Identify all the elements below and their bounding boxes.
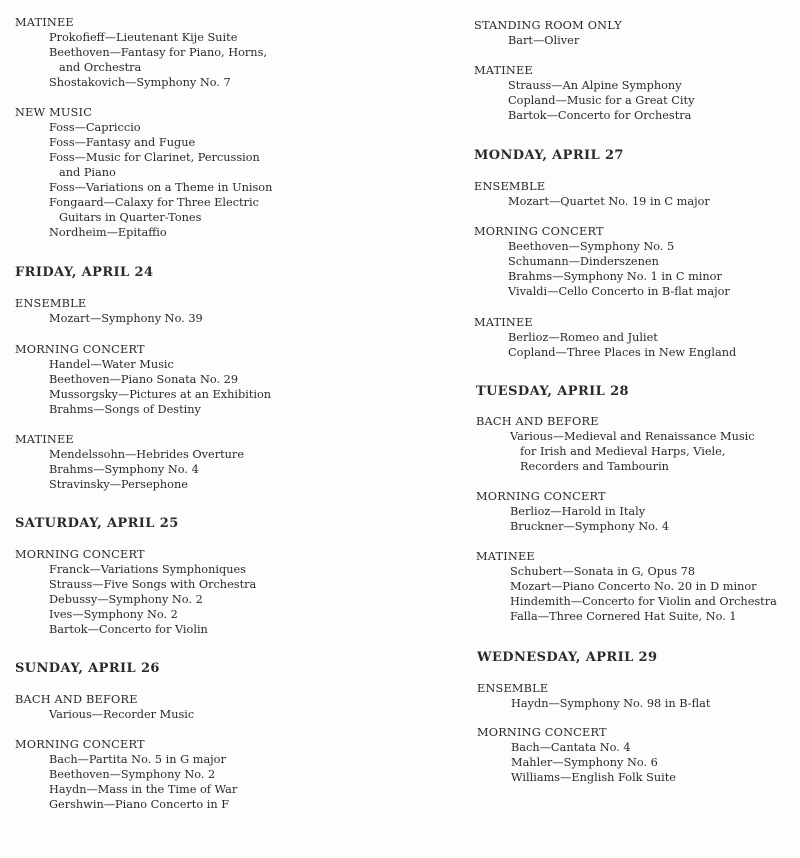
section-heading: MATINEE [15,433,74,446]
program-item: Copland—Music for a Great City [508,94,695,107]
program-item: Mozart—Quartet No. 19 in C major [508,195,710,208]
program-item: Bach—Cantata No. 4 [511,741,631,754]
program-item: Mozart—Piano Concerto No. 20 in D minor [510,580,757,593]
program-item: Foss—Capriccio [49,121,141,134]
section-heading: STANDING ROOM ONLY [474,19,622,32]
program-morning-concert [477,725,676,785]
day-heading-wednesday: WEDNESDAY, APRIL 29 [477,650,658,665]
section-heading: MORNING CONCERT [15,548,145,561]
program-morning-concert [474,224,730,299]
section-heading: BACH AND BEFORE [15,693,138,706]
program-item-continued: for Irish and Medieval Harps, Viele, [520,445,726,458]
section-heading: MATINEE [474,316,533,329]
section-heading: MORNING CONCERT [474,225,604,238]
program-morning-concert [15,547,256,637]
program-item: Copland—Three Places in New England [508,346,737,359]
program-item: Bach—Partita No. 5 in G major [49,753,226,766]
program-item: Beethoven—Fantasy for Piano, Horns, [49,46,267,59]
program-item: Gershwin—Piano Concerto in F [49,798,230,811]
program-item: Mendelssohn—Hebrides Overture [49,448,245,461]
section-heading: MORNING CONCERT [15,738,145,751]
program-standing-room-only [474,18,622,48]
program-item: Debussy—Symphony No. 2 [49,593,203,606]
program-item: Berlioz—Romeo and Juliet [508,331,658,344]
section-heading: MATINEE [15,16,74,29]
program-item: Bart—Oliver [508,34,580,47]
program-item: Vivaldi—Cello Concerto in B-flat major [508,285,730,298]
day-heading-friday: FRIDAY, APRIL 24 [15,265,154,280]
program-item-continued: Recorders and Tambourin [520,460,669,473]
program-item: Berlioz—Harold in Italy [510,505,646,518]
program-item: Foss—Fantasy and Fugue [49,136,196,149]
program-item-continued: Guitars in Quarter-Tones [59,211,202,224]
program-morning-concert [15,342,271,417]
program-item: Brahms—Symphony No. 1 in C minor [508,270,722,283]
program-item: Strauss—An Alpine Symphony [508,79,682,92]
program-item: Bartok—Concerto for Violin [49,623,208,636]
program-morning-concert [15,737,237,812]
program-matinee [476,549,777,624]
program-matinee [15,15,267,90]
program-item: Strauss—Five Songs with Orchestra [49,578,257,591]
section-heading: ENSEMBLE [15,297,87,310]
program-item: Various—Medieval and Renaissance Music [510,430,755,443]
program-item: Bruckner—Symphony No. 4 [510,520,670,533]
program-bach-and-before [476,414,755,474]
program-item: Mozart—Symphony No. 39 [49,312,203,325]
section-heading: MORNING CONCERT [476,490,606,503]
program-item: Stravinsky—Persephone [49,478,188,491]
program-item: Nordheim—Epitaffio [49,226,167,239]
day-heading-tuesday: TUESDAY, APRIL 28 [476,384,629,399]
program-item-continued: and Piano [59,166,116,179]
section-heading: ENSEMBLE [477,682,549,695]
program-bach-and-before [15,692,194,722]
program-item: Prokofieff—Lieutenant Kije Suite [49,31,238,44]
program-morning-concert [476,489,669,534]
program-item: Ives—Symphony No. 2 [49,608,178,621]
program-item: Haydn—Symphony No. 98 in B-flat [511,697,711,710]
program-item: Brahms—Symphony No. 4 [49,463,199,476]
day-heading-sunday: SUNDAY, APRIL 26 [15,661,160,676]
program-item: Hindemith—Concerto for Violin and Orchestra [510,595,777,608]
program-ensemble [474,179,710,209]
program-item: Schumann—Dinderszenen [508,255,659,268]
program-item: Falla—Three Cornered Hat Suite, No. 1 [510,610,737,623]
program-item: Beethoven—Symphony No. 5 [508,240,675,253]
program-item: Mussorgsky—Pictures at an Exhibition [49,388,272,401]
program-item: Beethoven—Symphony No. 2 [49,768,216,781]
program-ensemble [15,296,203,326]
program-item: Beethoven—Piano Sonata No. 29 [49,373,239,386]
program-item: Handel—Water Music [49,358,174,371]
program-matinee [474,63,694,123]
program-item: Brahms—Songs of Destiny [49,403,201,416]
section-heading: MORNING CONCERT [477,726,607,739]
program-new-music [15,105,272,240]
program-item: Haydn—Mass in the Time of War [49,783,238,796]
program-matinee [474,315,736,360]
program-item: Fongaard—Calaxy for Three Electric [49,196,259,209]
program-item: Williams—English Folk Suite [511,771,676,784]
program-item: Foss—Variations on a Theme in Unison [49,181,273,194]
section-heading: NEW MUSIC [15,106,93,119]
program-item: Various—Recorder Music [49,708,195,721]
section-heading: MORNING CONCERT [15,343,145,356]
program-item-continued: and Orchestra [59,61,142,74]
program-item: Franck—Variations Symphoniques [49,563,246,576]
program-matinee [15,432,244,492]
section-heading: ENSEMBLE [474,180,546,193]
program-item: Bartok—Concerto for Orchestra [508,109,692,122]
day-heading-monday: MONDAY, APRIL 27 [474,148,624,163]
program-ensemble [477,681,710,711]
section-heading: MATINEE [476,550,535,563]
section-heading: MATINEE [474,64,533,77]
day-heading-saturday: SATURDAY, APRIL 25 [15,516,179,531]
program-item: Schubert—Sonata in G, Opus 78 [510,565,696,578]
program-item: Mahler—Symphony No. 6 [511,756,658,769]
section-heading: BACH AND BEFORE [476,415,599,428]
program-item: Foss—Music for Clarinet, Percussion [49,151,260,164]
program-item: Shostakovich—Symphony No. 7 [49,76,231,89]
